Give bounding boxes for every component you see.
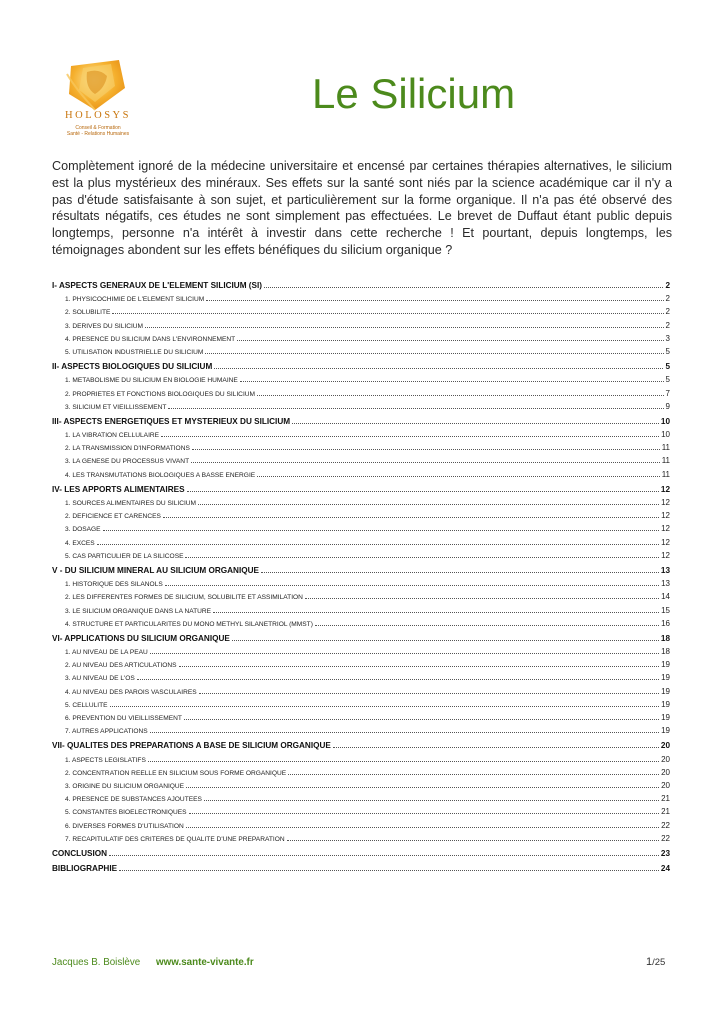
toc-section-entry[interactable] (52, 632, 670, 645)
toc-dot-leader (261, 572, 659, 573)
toc-dot-leader (237, 340, 663, 341)
toc-section-entry[interactable] (52, 415, 670, 428)
toc-entry-label: 1. ASPECTS LEGISLATIFS (65, 756, 146, 764)
toc-subsection-entry[interactable] (52, 454, 670, 467)
toc-entry-label: 7. RECAPITULATIF DES CRITERES DE QUALITE D'UNE PREPARATION (65, 835, 285, 843)
toc-entry-label: 3. LA GENESE DU PROCESSUS VIVANT (65, 458, 190, 466)
toc-subsection-entry[interactable] (52, 496, 670, 509)
toc-entry-page: 20 (661, 767, 670, 777)
toc-entry-page: 3 (665, 333, 670, 343)
toc-dot-leader (213, 612, 659, 613)
toc-subsection-entry[interactable] (52, 753, 670, 766)
toc-entry-page: 16 (661, 618, 670, 628)
toc-entry-page: 11 (661, 456, 670, 466)
toc-subsection-entry[interactable] (52, 468, 670, 481)
toc-dot-leader (110, 706, 660, 707)
toc-subsection-entry[interactable] (52, 617, 670, 630)
logo-name: HOLOSYS (65, 110, 131, 121)
toc-dot-leader (191, 462, 660, 463)
toc-dot-leader (184, 719, 659, 720)
toc-entry-label: IV- LES APPORTS ALIMENTAIRES (52, 484, 185, 494)
toc-dot-leader (161, 436, 659, 437)
toc-entry-page: 7 (665, 388, 670, 398)
toc-subsection-entry[interactable] (52, 428, 670, 441)
toc-subsection-entry[interactable] (52, 779, 670, 792)
page-total: /25 (652, 957, 666, 968)
toc-subsection-entry[interactable] (52, 685, 670, 698)
toc-entry-label: 2. LA TRANSMISSION D'INFORMATIONS (65, 445, 190, 453)
toc-dot-leader (305, 598, 659, 599)
toc-dot-leader (145, 327, 664, 328)
toc-entry-page: 12 (661, 524, 670, 534)
toc-entry-label: III- ASPECTS ENERGETIQUES ET MYSTERIEUX DU SILICIUM (52, 416, 291, 426)
toc-subsection-entry[interactable] (52, 671, 670, 684)
toc-section-entry[interactable] (52, 360, 670, 373)
toc-subsection-entry[interactable] (52, 805, 670, 818)
toc-entry-page: 18 (661, 647, 670, 657)
holosys-logo-mark-icon (65, 58, 127, 112)
toc-dot-leader (204, 800, 659, 801)
footer-website-link[interactable]: www.sante-vivante.fr (156, 957, 254, 968)
toc-dot-leader (257, 476, 660, 477)
toc-entry-label: VII- QUALITES DES PREPARATIONS A BASE DE SILICIUM ORGANIQUE (52, 741, 331, 751)
page-number (646, 956, 665, 968)
toc-entry-page: 2 (665, 294, 670, 304)
toc-section-entry[interactable] (52, 564, 670, 577)
toc-entry-page: 11 (661, 469, 670, 479)
toc-subsection-entry[interactable] (52, 400, 670, 413)
toc-entry-label: 1. METABOLISME DU SILICIUM EN BIOLOGIE HUMAINE (65, 377, 238, 385)
toc-dot-leader (186, 827, 659, 828)
toc-subsection-entry[interactable] (52, 305, 670, 318)
toc-dot-leader (214, 368, 663, 369)
toc-entry-label: 2. AU NIVEAU DES ARTICULATIONS (65, 662, 177, 670)
toc-entry-page: 5 (665, 375, 670, 385)
page-title: Le Silicium (312, 70, 516, 117)
toc-entry-label: 3. AU NIVEAU DE L'OS (65, 675, 135, 683)
toc-entry-label: 2. PROPRIETES ET FONCTIONS BIOLOGIQUES DU SILICIUM (65, 390, 256, 398)
toc-entry-page: 19 (661, 660, 670, 670)
table-of-contents (52, 279, 670, 875)
toc-entry-label: 4. LES TRANSMUTATIONS BIOLOGIQUES A BASSE ENERGIE (65, 471, 256, 479)
toc-dot-leader (168, 408, 663, 409)
page-current: 1 (646, 956, 653, 968)
toc-dot-leader (187, 491, 659, 492)
toc-entry-label: 4. EXCES (65, 539, 95, 547)
toc-subsection-entry[interactable] (52, 332, 670, 345)
toc-entry-page: 22 (661, 820, 670, 830)
toc-entry-label: 5. UTILISATION INDUSTRIELLE DU SILICIUM (65, 348, 204, 356)
toc-entry-page: 19 (661, 699, 670, 709)
toc-subsection-entry[interactable] (52, 766, 670, 779)
toc-dot-leader (206, 300, 663, 301)
toc-entry-page: 12 (661, 550, 670, 560)
toc-subsection-entry[interactable] (52, 373, 670, 386)
toc-entry-label: 2. SOLUBILITE (65, 309, 111, 317)
toc-entry-label: 6. PREVENTION DU VIEILLISSEMENT (65, 715, 182, 722)
toc-dot-leader (257, 395, 664, 396)
toc-subsection-entry[interactable] (52, 604, 670, 617)
toc-dot-leader (148, 761, 659, 762)
toc-entry-label: V - DU SILICIUM MINERAL AU SILICIUM ORGANIQUE (52, 565, 259, 575)
toc-entry-label: 1. PHYSICOCHIMIE DE L'ELEMENT SILICIUM (65, 296, 205, 304)
toc-dot-leader (163, 517, 659, 518)
holosys-logo (52, 54, 142, 144)
toc-dot-leader (186, 787, 659, 788)
toc-entry-label: VI- APPLICATIONS DU SILICIUM ORGANIQUE (52, 633, 230, 643)
toc-entry-page: 18 (660, 633, 670, 643)
toc-dot-leader (112, 313, 663, 314)
toc-entry-page: 12 (661, 537, 670, 547)
toc-subsection-entry[interactable] (52, 792, 670, 805)
toc-entry-label: 1. LA VIBRATION CELLULAIRE (65, 432, 160, 440)
toc-subsection-entry[interactable] (52, 590, 670, 603)
toc-dot-leader (150, 653, 659, 654)
toc-subsection-entry[interactable] (52, 819, 670, 832)
toc-entry-label: CONCLUSION (52, 848, 108, 858)
toc-dot-leader (315, 625, 659, 626)
toc-entry-page: 15 (661, 605, 670, 615)
toc-entry-label: 1. SOURCES ALIMENTAIRES DU SILICIUM (65, 500, 197, 507)
toc-subsection-entry[interactable] (52, 658, 670, 671)
toc-entry-label: 6. DIVERSES FORMES D'UTILISATION (65, 822, 184, 830)
toc-entry-page: 5 (665, 362, 670, 372)
toc-subsection-entry[interactable] (52, 698, 670, 711)
toc-entry-label: 4. PRESENCE DU SILICIUM DANS L'ENVIRONNEMENT (65, 335, 236, 343)
toc-dot-leader (109, 855, 659, 856)
toc-dot-leader (264, 287, 663, 288)
toc-dot-leader (97, 544, 659, 545)
toc-entry-label: 3. DOSAGE (65, 526, 101, 534)
toc-entry-label: 7. AUTRES APPLICATIONS (65, 728, 148, 736)
toc-dot-leader (198, 504, 659, 505)
toc-section-entry[interactable] (52, 862, 670, 875)
toc-entry-label: 2. LES DIFFERENTES FORMES DE SILICIUM, SOLUBILITE ET ASSIMILATION (65, 594, 303, 602)
toc-subsection-entry[interactable] (52, 577, 670, 590)
toc-subsection-entry[interactable] (52, 292, 670, 305)
toc-subsection-entry[interactable] (52, 832, 670, 845)
toc-entry-page: 20 (661, 780, 670, 790)
toc-entry-label: 1. HISTORIQUE DES SILANOLS (65, 581, 163, 589)
toc-entry-label: 3. DERIVES DU SILICIUM (65, 322, 144, 330)
intro-paragraph: Complètement ignoré de la médecine universitaire et encensé par certaines thérapies alternatives, le silicium est la plus mystérieux des minéraux. Ses effets sur la santé sont niés par la science académique car il n'y a pas d'étude satisfaisante à son sujet, et particulièrement sur la forme organique. Il n'a pas été observé des résultats négatifs, ces études ne sont simplement pas effectuées. Le brevet de Duffaut étant public depuis longtemps, personne n'a intérêt à investir dans cette recherche ! Et pourtant, depuis longtemps, les témoignages abondent sur les effets bénéfiques du silicium organique ? (52, 159, 672, 257)
toc-dot-leader (137, 679, 659, 680)
toc-subsection-entry[interactable] (52, 645, 670, 658)
toc-subsection-entry[interactable] (52, 319, 670, 332)
toc-entry-page: 2 (665, 320, 670, 330)
toc-dot-leader (287, 840, 659, 841)
toc-entry-label: 4. STRUCTURE ET PARTICULARITES DU MONO METHYL SILANETRIOL (MMST) (65, 620, 313, 628)
toc-entry-page: 13 (660, 565, 670, 575)
toc-entry-label: 4. PRESENCE DE SUBSTANCES AJOUTEES (65, 796, 202, 804)
toc-entry-page: 12 (660, 484, 670, 494)
toc-subsection-entry[interactable] (52, 724, 670, 737)
logo-tagline-2: Santé - Relations Humaines (66, 131, 130, 137)
toc-entry-page: 13 (661, 579, 670, 589)
footer-author: Jacques B. Boislève (52, 957, 141, 968)
toc-entry-page: 5 (665, 346, 670, 356)
toc-section-entry[interactable] (52, 483, 670, 496)
toc-entry-label: 3. ORIGINE DU SILICIUM ORGANIQUE (65, 782, 185, 790)
toc-entry-page: 21 (661, 807, 670, 817)
toc-entry-label: 2. CONCENTRATION REELLE EN SILICIUM SOUS FORME ORGANIQUE (65, 769, 287, 777)
toc-entry-label: 2. DEFICIENCE ET CARENCES (65, 513, 161, 521)
toc-entry-page: 9 (665, 401, 670, 411)
toc-entry-label: 5. CAS PARTICULIER DE LA SILICOSE (65, 552, 184, 560)
toc-entry-page: 19 (661, 726, 670, 736)
toc-subsection-entry[interactable] (52, 711, 670, 724)
toc-dot-leader (119, 870, 659, 871)
toc-entry-page: 14 (661, 592, 670, 602)
toc-entry-label: BIBLIOGRAPHIE (52, 864, 118, 874)
toc-dot-leader (288, 774, 659, 775)
toc-subsection-entry[interactable] (52, 387, 670, 400)
toc-entry-page: 24 (660, 864, 670, 874)
toc-entry-page: 22 (661, 833, 670, 843)
toc-dot-leader (333, 747, 659, 748)
toc-dot-leader (292, 423, 659, 424)
toc-dot-leader (192, 449, 660, 450)
toc-entry-page: 19 (661, 686, 670, 696)
toc-dot-leader (185, 557, 659, 558)
toc-entry-page: 23 (660, 848, 670, 858)
toc-section-entry[interactable] (52, 739, 670, 752)
toc-entry-label: II- ASPECTS BIOLOGIQUES DU SILICIUM (52, 362, 213, 372)
toc-entry-label: 1. AU NIVEAU DE LA PEAU (65, 649, 148, 657)
toc-entry-page: 12 (661, 511, 670, 521)
toc-section-entry[interactable] (52, 847, 670, 860)
toc-dot-leader (165, 585, 659, 586)
toc-entry-page: 19 (661, 673, 670, 683)
toc-entry-page: 2 (665, 281, 670, 290)
toc-entry-label: 5. CONSTANTES BIOELECTRONIQUES (65, 809, 187, 817)
toc-dot-leader (240, 381, 664, 382)
toc-entry-page: 19 (661, 713, 670, 722)
toc-section-entry[interactable] (52, 279, 670, 292)
toc-entry-page: 10 (660, 416, 670, 426)
toc-subsection-entry[interactable] (52, 441, 670, 454)
toc-entry-page: 20 (661, 754, 670, 764)
toc-entry-page: 12 (661, 498, 670, 507)
toc-dot-leader (232, 640, 659, 641)
toc-entry-label: 4. AU NIVEAU DES PAROIS VASCULAIRES (65, 688, 197, 696)
toc-entry-label: I- ASPECTS GENERAUX DE L'ELEMENT SILICIUM (SI) (52, 281, 262, 290)
toc-subsection-entry[interactable] (52, 345, 670, 358)
toc-dot-leader (150, 732, 659, 733)
toc-dot-leader (189, 813, 660, 814)
toc-entry-page: 11 (661, 443, 670, 453)
logo-tagline-1: Conseil & Formation (75, 125, 121, 131)
toc-entry-label: 3. LE SILICIUM ORGANIQUE DANS LA NATURE (65, 607, 212, 615)
toc-subsection-entry[interactable] (52, 509, 670, 522)
toc-subsection-entry[interactable] (52, 549, 670, 562)
toc-dot-leader (103, 530, 660, 531)
toc-dot-leader (205, 353, 663, 354)
toc-entry-page: 21 (661, 794, 670, 804)
toc-entry-page: 10 (661, 430, 670, 440)
toc-entry-label: 5. CELLULITE (65, 701, 108, 709)
toc-entry-label: 3. SILICIUM ET VIEILLISSEMENT (65, 403, 167, 411)
toc-subsection-entry[interactable] (52, 522, 670, 535)
toc-entry-page: 20 (660, 741, 670, 751)
toc-dot-leader (199, 693, 659, 694)
toc-subsection-entry[interactable] (52, 536, 670, 549)
toc-entry-page: 2 (665, 307, 670, 317)
toc-dot-leader (179, 666, 660, 667)
